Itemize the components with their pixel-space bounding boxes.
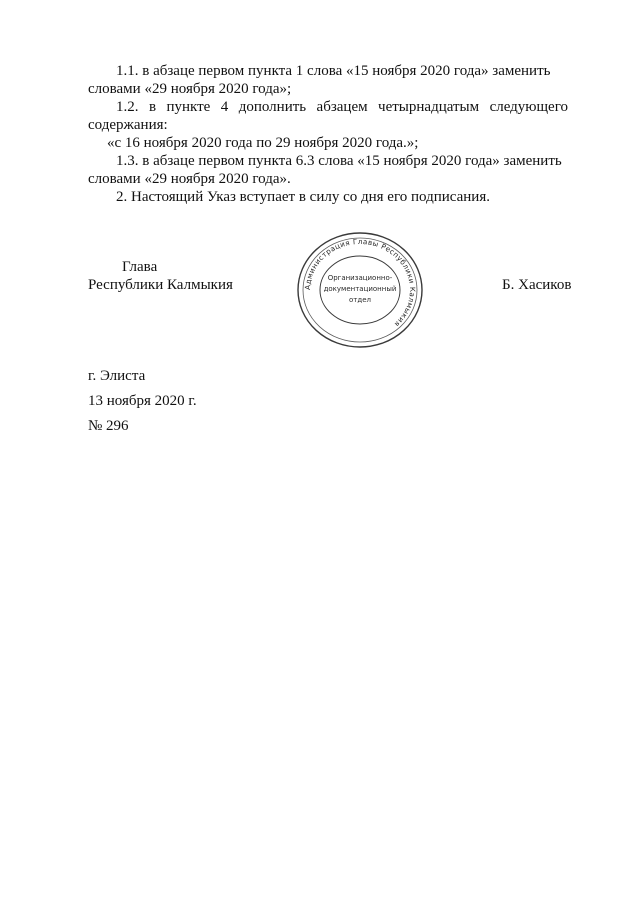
stamp-inner-line-1: Организационно-: [327, 274, 393, 282]
signature-position-republic: Республики Калмыкия: [88, 277, 233, 293]
paragraph-2: 2. Настоящий Указ вступает в силу со дня его подписания.: [116, 189, 490, 205]
paragraph-1-3-line-2: словами «29 ноября 2020 года».: [88, 171, 291, 187]
paragraph-1-2-line-1: 1.2. в пункте 4 дополнить абзацем четырнадцатым следующего: [116, 99, 568, 115]
paragraph-1-1-line-1: 1.1. в абзаце первом пункта 1 слова «15 ноября 2020 года» заменить: [116, 63, 551, 79]
signer-name: Б. Хасиков: [502, 277, 572, 293]
document-date: 13 ноября 2020 г.: [88, 393, 197, 409]
stamp-inner-line-3: отдел: [349, 296, 371, 304]
stamp-inner-line-2: документационный: [323, 285, 397, 293]
document-number: № 296: [88, 418, 129, 434]
official-stamp: [294, 230, 426, 350]
stamp-graphic: [294, 230, 426, 350]
stamp-outer-text: Администрация Главы Республики Калмыкия: [302, 236, 418, 330]
paragraph-1-2-quote: «с 16 ноября 2020 года по 29 ноября 2020 года.»;: [107, 135, 419, 151]
signature-position-title: Глава: [122, 259, 158, 275]
city: г. Элиста: [88, 368, 146, 384]
paragraph-1-1-line-2: словами «29 ноября 2020 года»;: [88, 81, 292, 97]
paragraph-1-3-line-1: 1.3. в абзаце первом пункта 6.3 слова «15 ноября 2020 года» заменить: [116, 153, 562, 169]
paragraph-1-2-line-2: содержания:: [88, 117, 168, 133]
